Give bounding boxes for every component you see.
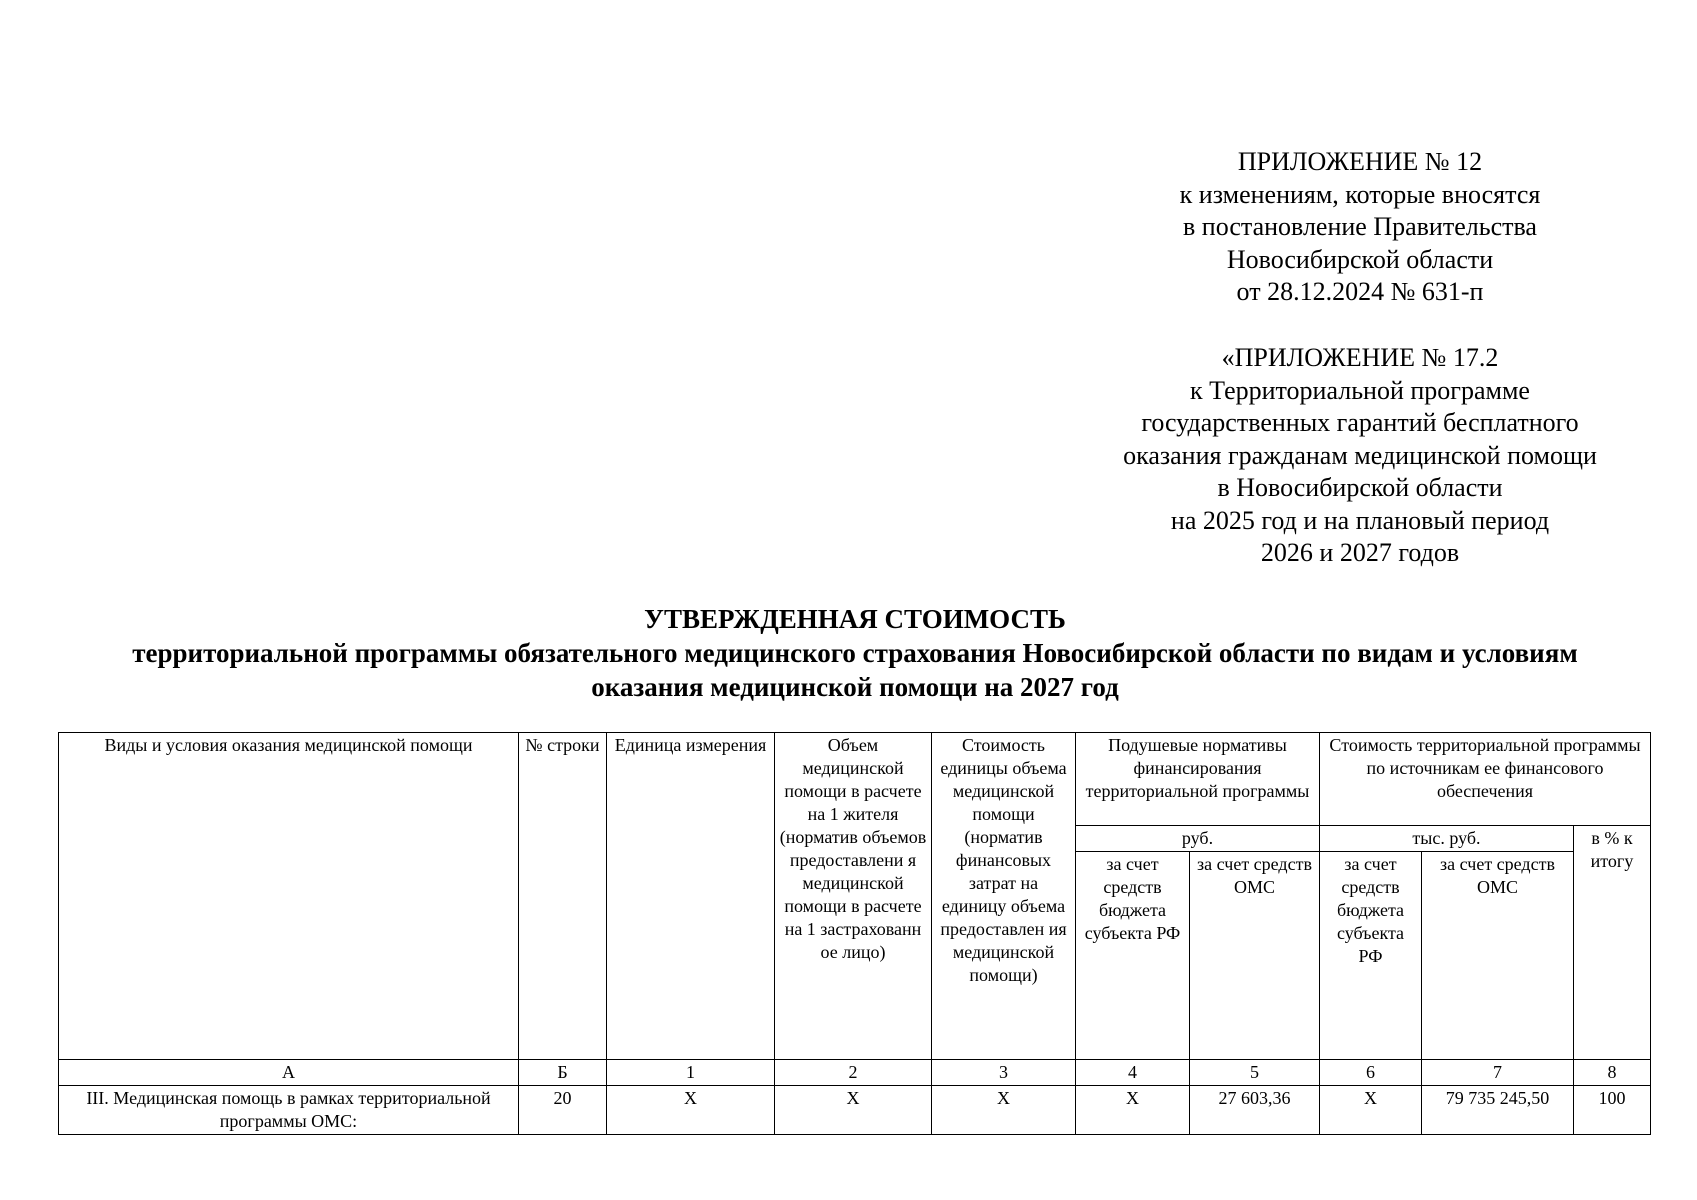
header-cost-total: Стоимость территориальной программы по источникам ее финансового обеспечения bbox=[1320, 733, 1651, 826]
appendix-17-2-block bbox=[1090, 342, 1630, 570]
appendix-line: к изменениям, которые вносятся bbox=[1179, 179, 1541, 209]
row-cell: 20 bbox=[519, 1086, 607, 1135]
header-unit: Единица измерения bbox=[607, 733, 775, 1060]
appendix-12-block bbox=[1090, 146, 1630, 309]
row-cell: Х bbox=[775, 1086, 932, 1135]
row-cell: 27 603,36 bbox=[1190, 1086, 1320, 1135]
header-budget-a: за счет средств бюджета субъекта РФ bbox=[1076, 852, 1190, 1060]
row-cell: Х bbox=[1320, 1086, 1422, 1135]
appendix-line: ПРИЛОЖЕНИЕ № 12 bbox=[1237, 147, 1483, 176]
table-row bbox=[59, 1086, 1651, 1135]
index-row bbox=[59, 1060, 1651, 1086]
header-cost-unit: Стоимость единицы объема медицинской помощи (норматив финансовых затрат на единицу объема предоставлен ия медицинской помощи) bbox=[932, 733, 1076, 1060]
cost-table bbox=[58, 732, 1651, 1135]
row-cell: Х bbox=[607, 1086, 775, 1135]
index-cell: 4 bbox=[1076, 1060, 1190, 1086]
index-cell: А bbox=[59, 1060, 519, 1086]
appendix-line: 2026 и 2027 годов bbox=[1260, 538, 1460, 567]
header-pct: в % к итогу bbox=[1574, 826, 1651, 1060]
header-kinds: Виды и условия оказания медицинской помощи bbox=[59, 733, 519, 1060]
index-cell: 2 bbox=[775, 1060, 932, 1086]
index-cell: 1 bbox=[607, 1060, 775, 1086]
row-cell: Х bbox=[932, 1086, 1076, 1135]
header-thous-rub: тыс. руб. bbox=[1320, 826, 1574, 852]
title-line-3: оказания медицинской помощи на 2027 год bbox=[591, 672, 1119, 702]
header-rub: руб. bbox=[1076, 826, 1320, 852]
appendix-line: в постановление Правительства bbox=[1183, 212, 1537, 241]
appendix-line: «ПРИЛОЖЕНИЕ № 17.2 bbox=[1221, 343, 1499, 372]
row-cell: 100 bbox=[1574, 1086, 1651, 1135]
appendix-line: в Новосибирской области bbox=[1217, 473, 1503, 502]
index-cell: 7 bbox=[1422, 1060, 1574, 1086]
appendix-line: на 2025 год и на плановый период bbox=[1170, 505, 1550, 535]
index-cell: 3 bbox=[932, 1060, 1076, 1086]
index-cell: Б bbox=[519, 1060, 607, 1086]
header-volume: Объем медицинской помощи в расчете на 1 жителя (норматив объемов предоставлени я медицинской помощи в расчете на 1 застрахованн ое лицо) bbox=[775, 733, 932, 1060]
appendix-line: государственных гарантий бесплатного bbox=[1141, 408, 1579, 437]
header-oms-b: за счет средств ОМС bbox=[1422, 852, 1574, 1060]
appendix-line: к Территориальной программе bbox=[1190, 375, 1530, 405]
document-title bbox=[55, 602, 1655, 704]
title-line-2: территориальной программы обязательного медицинского страхования Новосибирской области по видам и условиям bbox=[132, 638, 1578, 668]
row-name: III. Медицинская помощь в рамках территориальной программы ОМС: bbox=[59, 1086, 519, 1135]
appendix-line: от 28.12.2024 № 631-п bbox=[1236, 277, 1484, 306]
row-cell: 79 735 245,50 bbox=[1422, 1086, 1574, 1135]
appendix-line: оказания гражданам медицинской помощи bbox=[1123, 440, 1597, 470]
index-cell: 8 bbox=[1574, 1060, 1651, 1086]
header-per-capita: Подушевые нормативы финансирования территориальной программы bbox=[1076, 733, 1320, 826]
index-cell: 5 bbox=[1190, 1060, 1320, 1086]
header-budget-b: за счет средств бюджета субъекта РФ bbox=[1320, 852, 1422, 1060]
index-cell: 6 bbox=[1320, 1060, 1422, 1086]
appendix-line: Новосибирской области bbox=[1226, 244, 1494, 274]
row-cell: Х bbox=[1076, 1086, 1190, 1135]
title-line-1: УТВЕРЖДЕННАЯ СТОИМОСТЬ bbox=[644, 604, 1066, 634]
header-oms-a: за счет средств ОМС bbox=[1190, 852, 1320, 1060]
header-row-no: № строки bbox=[519, 733, 607, 1060]
